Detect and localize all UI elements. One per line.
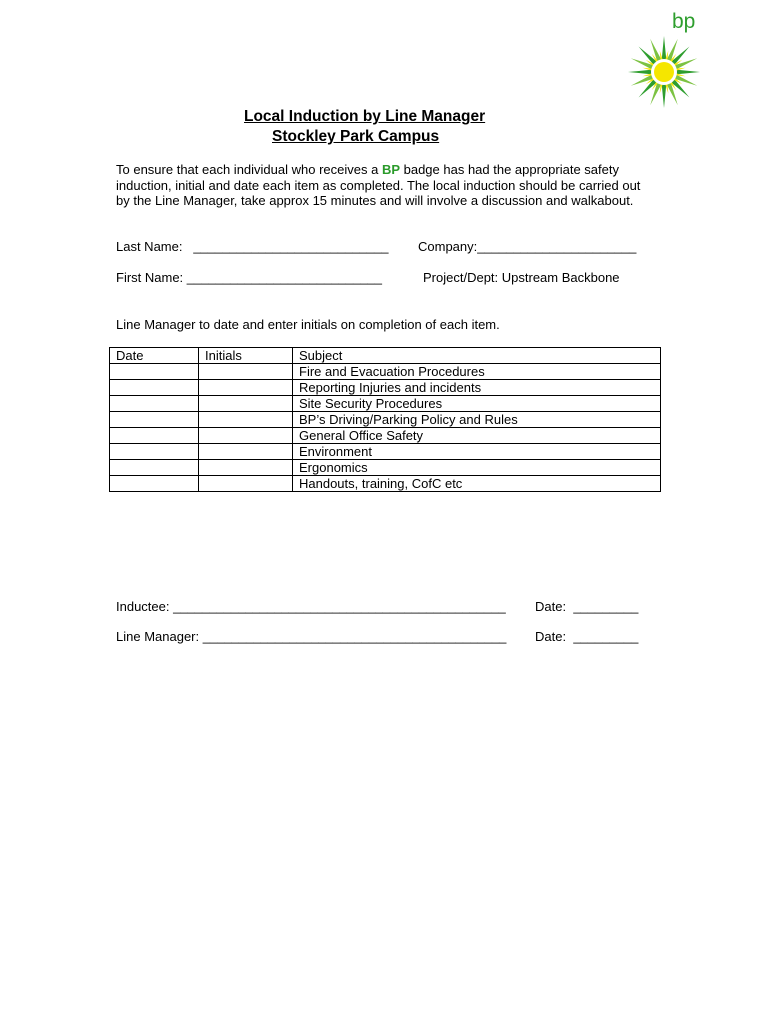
- inductee-blank[interactable]: ______________________________________________: [173, 599, 506, 614]
- first-name-label: First Name:: [116, 270, 184, 285]
- inductee-label: Inductee:: [116, 599, 170, 614]
- initials-cell[interactable]: [199, 396, 293, 412]
- initials-cell[interactable]: [199, 460, 293, 476]
- table-row: [110, 412, 661, 428]
- date-cell[interactable]: [110, 412, 199, 428]
- date-cell[interactable]: [110, 396, 199, 412]
- table-row: [110, 380, 661, 396]
- logo-petal: [662, 84, 667, 108]
- bp-logo-text: bp: [672, 10, 696, 33]
- initials-cell[interactable]: [199, 364, 293, 380]
- table-instruction: Line Manager to date and enter initials on completion of each item.: [116, 317, 500, 332]
- date-cell[interactable]: [110, 380, 199, 396]
- logo-petal: [628, 70, 652, 75]
- induction-checklist-table: [109, 347, 661, 492]
- inductee-date-blank[interactable]: _________: [573, 599, 639, 614]
- subject-cell: Environment: [293, 444, 661, 460]
- initials-cell[interactable]: [199, 444, 293, 460]
- subject-cell: Fire and Evacuation Procedures: [293, 364, 661, 380]
- table-header-row: [110, 348, 661, 364]
- initials-cell[interactable]: [199, 380, 293, 396]
- intro-text-start: To ensure that each individual who receives a: [116, 162, 382, 177]
- line-manager-signature-field[interactable]: [116, 629, 506, 645]
- line-manager-blank[interactable]: __________________________________________: [202, 629, 507, 644]
- last-name-blank[interactable]: ___________________________: [193, 239, 389, 254]
- project-dept-text: Project/Dept: Upstream Backbone: [423, 270, 620, 285]
- inductee-date-label: Date:: [535, 599, 567, 614]
- date-cell[interactable]: [110, 428, 199, 444]
- company-field[interactable]: [418, 239, 636, 255]
- initials-cell[interactable]: [199, 428, 293, 444]
- date-cell[interactable]: [110, 444, 199, 460]
- intro-paragraph: [116, 162, 656, 209]
- line-manager-date-field[interactable]: [535, 629, 638, 645]
- date-cell[interactable]: [110, 476, 199, 492]
- first-name-blank[interactable]: ___________________________: [186, 270, 383, 285]
- header-initials: Initials: [199, 348, 293, 364]
- line-manager-date-blank[interactable]: _________: [573, 629, 639, 644]
- logo-petal: [676, 70, 700, 75]
- subject-cell: Handouts, training, CofC etc: [293, 476, 661, 492]
- subject-cell: General Office Safety: [293, 428, 661, 444]
- header-date: Date: [110, 348, 199, 364]
- bp-logo: [620, 10, 708, 106]
- first-name-field[interactable]: [116, 270, 382, 286]
- date-cell[interactable]: [110, 460, 199, 476]
- inductee-signature-field[interactable]: [116, 599, 506, 615]
- table-row: [110, 476, 661, 492]
- last-name-label: Last Name:: [116, 239, 183, 254]
- company-label: Company:: [418, 239, 478, 254]
- header-subject: Subject: [293, 348, 661, 364]
- subject-cell: Site Security Procedures: [293, 396, 661, 412]
- intro-text-end: badge has had the appropriate safety induction, initial and date each item as completed. The local induction should be carried out by the Line Manager, take approx 15 minutes and will involve a discussion and walkabout.: [116, 162, 641, 208]
- subject-cell: Reporting Injuries and incidents: [293, 380, 661, 396]
- line-manager-date-label: Date:: [535, 629, 567, 644]
- initials-cell[interactable]: [199, 412, 293, 428]
- helios-icon: [626, 34, 702, 110]
- company-blank[interactable]: ______________________: [477, 239, 637, 254]
- table-row: [110, 444, 661, 460]
- logo-petal: [662, 36, 667, 60]
- intro-bp-highlight: BP: [381, 162, 400, 177]
- document-title: Local Induction by Line Manager: [244, 108, 486, 125]
- inductee-date-field[interactable]: [535, 599, 638, 615]
- table-row: [110, 460, 661, 476]
- table-row: [110, 396, 661, 412]
- line-manager-label: Line Manager:: [116, 629, 200, 644]
- document-subtitle: Stockley Park Campus: [272, 128, 440, 145]
- subject-cell: BP’s Driving/Parking Policy and Rules: [293, 412, 661, 428]
- date-cell[interactable]: [110, 364, 199, 380]
- initials-cell[interactable]: [199, 476, 293, 492]
- last-name-field[interactable]: [116, 239, 389, 255]
- subject-cell: Ergonomics: [293, 460, 661, 476]
- table-row: [110, 364, 661, 380]
- table-row: [110, 428, 661, 444]
